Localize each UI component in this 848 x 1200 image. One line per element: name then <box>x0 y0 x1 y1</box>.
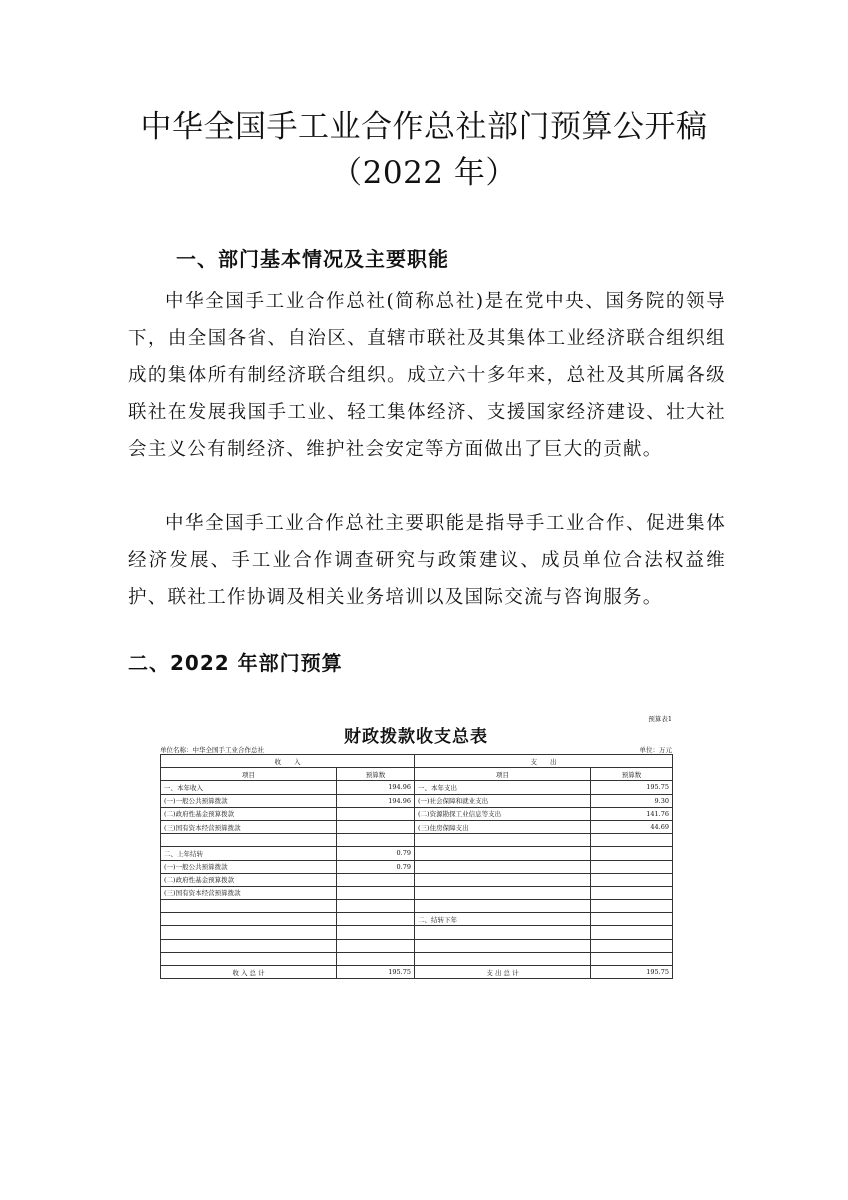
income-amount-cell <box>337 820 415 833</box>
table-title: 财政拨款收支总表 <box>344 727 488 747</box>
col-amount-header: 预算数 <box>337 768 415 781</box>
table-row <box>161 794 673 807</box>
table-column-header <box>161 768 673 781</box>
income-amount-cell <box>337 913 415 926</box>
section2-heading: 二、2022 年部门预算 <box>128 651 343 675</box>
table-group-header <box>161 755 673 768</box>
table-total-row <box>161 966 673 979</box>
expense-item-cell <box>415 834 591 847</box>
income-item-cell <box>161 913 337 926</box>
income-amount-cell: 0.79 <box>337 847 415 860</box>
income-amount-cell <box>337 834 415 847</box>
expense-item-cell: 一、本年支出 <box>415 781 591 794</box>
expense-amount-cell <box>591 900 673 913</box>
section1-paragraph-2: 中华全国手工业合作总社主要职能是指导手工业合作、促进集体经济发展、手工业合作调查研究与政策建议、成员单位合法权益维护、联社工作协调及相关业务培训以及国际交流与咨询服务。 <box>128 513 726 608</box>
expense-amount-cell: 44.69 <box>591 820 673 833</box>
section1-heading: 一、部门基本情况及主要职能 <box>176 247 449 271</box>
title-line-1: 中华全国手工业合作总社部门预算公开稿 <box>140 109 708 145</box>
income-item-cell <box>161 834 337 847</box>
income-amount-cell <box>337 900 415 913</box>
expense-amount-cell: 141.76 <box>591 807 673 820</box>
income-item-cell: (三)国有资本经营预算拨款 <box>161 820 337 833</box>
income-amount-cell: 0.79 <box>337 860 415 873</box>
expense-item-cell: 二、结转下年 <box>415 913 591 926</box>
title-line-2: （2022 年） <box>331 155 517 191</box>
table-row <box>161 926 673 939</box>
income-item-cell: (一)一般公共预算拨款 <box>161 794 337 807</box>
income-item-cell: (三)国有资本经营预算拨款 <box>161 886 337 899</box>
col-amount2-header: 预算数 <box>591 768 673 781</box>
income-amount-cell: 194.96 <box>337 794 415 807</box>
income-item-cell <box>161 900 337 913</box>
income-item-cell: 二、上年结转 <box>161 847 337 860</box>
table-row <box>161 886 673 899</box>
table-row <box>161 873 673 886</box>
expense-item-cell <box>415 873 591 886</box>
table-row <box>161 913 673 926</box>
income-amount-cell <box>337 873 415 886</box>
income-amount-cell: 194.96 <box>337 781 415 794</box>
table-row <box>161 952 673 965</box>
table-row <box>161 847 673 860</box>
expense-item-cell <box>415 926 591 939</box>
page-title <box>0 104 848 196</box>
expense-amount-cell <box>591 952 673 965</box>
table-row <box>161 807 673 820</box>
total-expense-label: 支 出 总 计 <box>415 966 591 979</box>
expense-amount-cell: 9.30 <box>591 794 673 807</box>
income-item-cell <box>161 952 337 965</box>
expense-item-cell <box>415 952 591 965</box>
expense-item-cell <box>415 900 591 913</box>
expense-item-cell <box>415 939 591 952</box>
expense-group-header: 支 出 <box>415 755 673 768</box>
expense-item-cell: (二)资源勘探工业信息等支出 <box>415 807 591 820</box>
expense-amount-cell: 195.75 <box>591 781 673 794</box>
total-income-label: 收 入 总 计 <box>161 966 337 979</box>
expense-amount-cell <box>591 873 673 886</box>
expense-amount-cell <box>591 886 673 899</box>
income-item-cell: 一、本年收入 <box>161 781 337 794</box>
expense-amount-cell <box>591 860 673 873</box>
table-row <box>161 939 673 952</box>
income-amount-cell <box>337 952 415 965</box>
income-item-cell: (二)政府性基金预算拨款 <box>161 873 337 886</box>
col-item2-header: 项目 <box>415 768 591 781</box>
expense-item-cell <box>415 886 591 899</box>
table-row <box>161 834 673 847</box>
income-item-cell: (一)一般公共预算拨款 <box>161 860 337 873</box>
section1-paragraph-1: 中华全国手工业合作总社(简称总社)是在党中央、国务院的领导下，由全国各省、自治区、直辖市联社及其集体工业经济联合组织组成的集体所有制经济联合组织。成立六十多年来，总社及其所属各级联社在发展我国手工业、轻工集体经济、支援国家经济建设、壮大社会主义公有制经济、维护社会安定等方面做出了巨大的贡献。 <box>128 291 726 460</box>
table-unit-name: 单位名称：中华全国手工业合作总社 <box>160 746 264 754</box>
income-amount-cell <box>337 939 415 952</box>
expense-item-cell <box>415 860 591 873</box>
expense-item-cell <box>415 847 591 860</box>
income-amount-cell <box>337 886 415 899</box>
table-code: 预算表1 <box>648 715 672 723</box>
income-item-cell <box>161 926 337 939</box>
income-amount-cell <box>337 807 415 820</box>
expense-amount-cell <box>591 913 673 926</box>
expense-amount-cell <box>591 926 673 939</box>
table-row <box>161 860 673 873</box>
expense-item-cell: (一)社会保障和就业支出 <box>415 794 591 807</box>
total-expense-value: 195.75 <box>591 966 673 979</box>
table-row <box>161 820 673 833</box>
income-amount-cell <box>337 926 415 939</box>
income-item-cell: (二)政府性基金预算拨款 <box>161 807 337 820</box>
total-income-value: 195.75 <box>337 966 415 979</box>
table-row <box>161 900 673 913</box>
budget-table-figure <box>158 710 674 985</box>
expense-item-cell: (三)住房保障支出 <box>415 820 591 833</box>
expense-amount-cell <box>591 834 673 847</box>
table-unit: 单位：万元 <box>639 746 672 754</box>
budget-table <box>160 754 673 979</box>
income-item-cell <box>161 939 337 952</box>
table-row <box>161 781 673 794</box>
income-group-header: 收 入 <box>161 755 415 768</box>
col-item-header: 项目 <box>161 768 337 781</box>
expense-amount-cell <box>591 939 673 952</box>
expense-amount-cell <box>591 847 673 860</box>
